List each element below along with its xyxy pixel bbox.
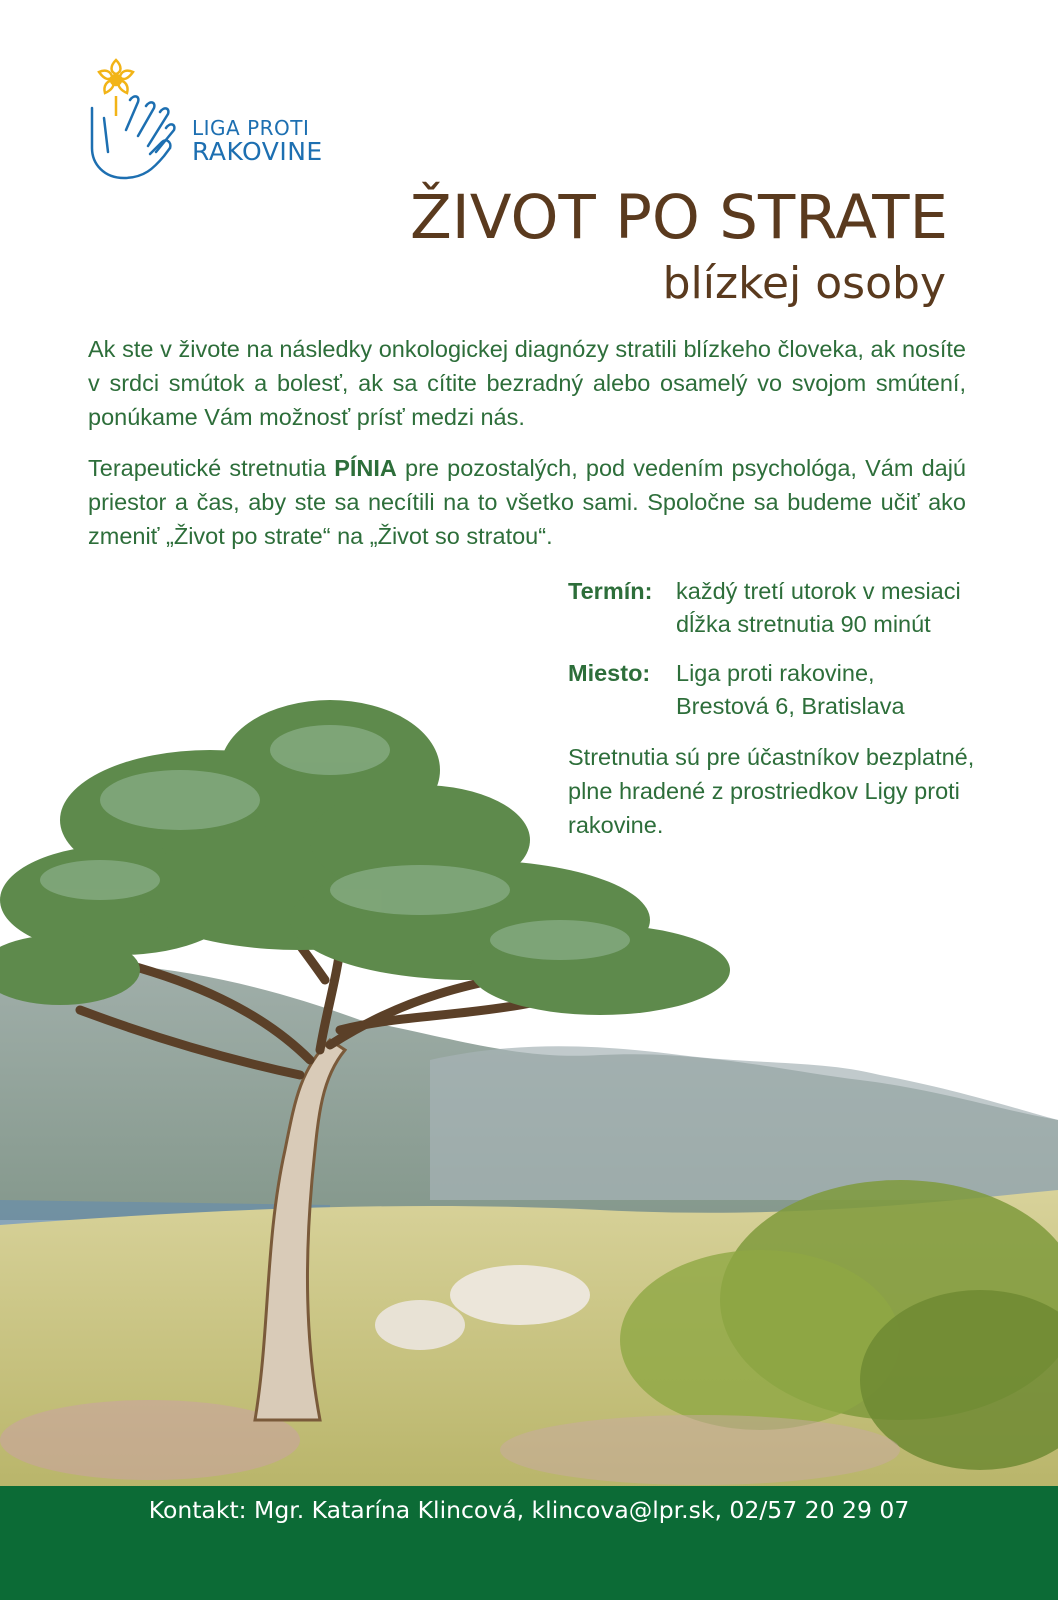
place-value [676, 657, 905, 723]
place-line-2: Brestová 6, Bratislava [676, 693, 905, 719]
page-subtitle: blízkej osoby [662, 258, 946, 309]
paragraph-2-start: Terapeutické stretnutia [88, 455, 335, 481]
place-line-1: Liga proti rakovine, [676, 660, 875, 686]
liga-proti-rakovine-logo [86, 56, 346, 186]
intro-paragraph-2 [88, 451, 966, 553]
logo-wordmark [192, 118, 323, 165]
daffodil-hand-icon [86, 56, 206, 186]
term-value [676, 575, 961, 641]
term-line-1: každý tretí utorok v mesiaci [676, 578, 961, 604]
page-title: ŽIVOT PO STRATE [410, 182, 948, 253]
program-name: PÍNIA [334, 455, 397, 481]
term-label: Termín: [568, 578, 653, 604]
intro-paragraph-1: Ak ste v živote na následky onkologickej diagnózy stratili blízkeho človeka, ak nosíte v srdci smútok a bolesť, ak sa cítite bezradný alebo osamelý vo svojom smútení, ponúkame Vám možnosť prísť medzi nás. [88, 336, 966, 430]
logo-line-2: RAKOVINE [192, 137, 323, 166]
meeting-details [568, 575, 988, 739]
free-of-charge-note: Stretnutia sú pre účastníkov bezplatné, plne hradené z prostriedkov Ligy proti rakovine. [568, 744, 975, 838]
paragraph-2-end: pre pozostalých, pod vedením psychológa, Vám dajú priestor a čas, aby ste sa necítili na to všetko sami. Spoločne sa budeme učiť ako zmeniť „Život po strate“ na „Život so stratou“. [88, 455, 966, 549]
contact-info: Kontakt: Mgr. Katarína Klincová, klincova@lpr.sk, 02/57 20 29 07 [148, 1496, 910, 1524]
term-line-2: dĺžka stretnutia 90 minút [676, 611, 931, 637]
place-label: Miesto: [568, 660, 651, 686]
term-row [568, 575, 988, 641]
place-row [568, 657, 988, 723]
logo-line-1: LIGA PROTI [192, 116, 310, 140]
